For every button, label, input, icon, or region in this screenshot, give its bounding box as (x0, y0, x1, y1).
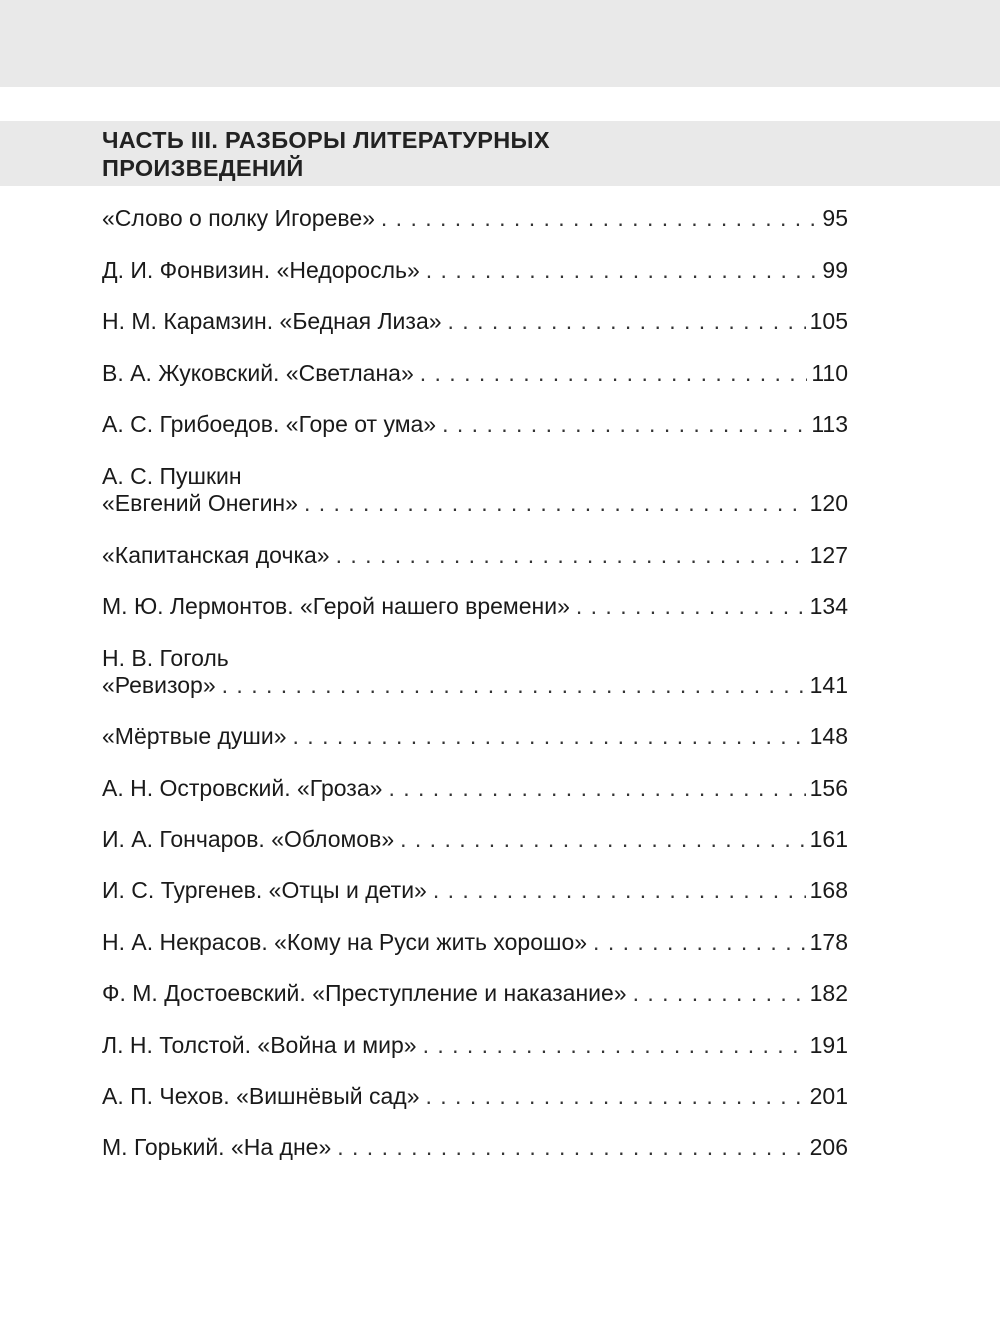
toc-entry[interactable] (102, 826, 848, 853)
dot-leader (576, 593, 806, 620)
toc-entry-page: 134 (809, 593, 848, 619)
toc-entry-title: «Евгений Онегин» (102, 490, 298, 516)
dot-leader (336, 542, 806, 569)
section-title: ЧАСТЬ III. РАЗБОРЫ ЛИТЕРАТУРНЫХ ПРОИЗВЕДЕНИЙ (102, 127, 550, 181)
toc-entry[interactable] (102, 877, 848, 904)
toc-entry-title: Н. М. Карамзин. «Бедная Лиза» (102, 308, 442, 334)
toc-entry[interactable] (102, 205, 848, 232)
toc-entry-title: Д. И. Фонвизин. «Недоросль» (102, 257, 420, 283)
toc-entry-page: 148 (809, 723, 848, 749)
dot-leader (442, 411, 807, 438)
toc-entry-title: Н. А. Некрасов. «Кому на Руси жить хорошо» (102, 929, 588, 955)
toc-entry[interactable] (102, 1032, 848, 1059)
dot-leader (222, 672, 806, 699)
toc-entry-title: И. А. Гончаров. «Обломов» (102, 826, 395, 852)
toc-entry-title: А. П. Чехов. «Вишнёвый сад» (102, 1083, 420, 1109)
toc-entry-page: 95 (822, 205, 848, 231)
toc-entry[interactable] (102, 360, 848, 387)
toc-entry[interactable] (102, 257, 848, 284)
toc-entry[interactable] (102, 929, 848, 956)
toc-entry[interactable] (102, 775, 848, 802)
dot-leader (293, 723, 806, 750)
toc-entry[interactable] (102, 542, 848, 569)
toc-entry-page: 206 (809, 1134, 848, 1160)
dot-leader (633, 980, 806, 1007)
toc-entry-page: 178 (809, 929, 848, 955)
toc-entry-title: И. С. Тургенев. «Отцы и дети» (102, 877, 427, 903)
dot-leader (593, 929, 806, 956)
toc-entry-title: А. С. Грибоедов. «Горе от ума» (102, 411, 437, 437)
toc-entry-title: «Капитанская дочка» (102, 542, 330, 568)
toc-entry-page: 201 (809, 1083, 848, 1109)
toc-entry-title: «Мёртвые души» (102, 723, 287, 749)
toc-entry-page: 141 (809, 672, 848, 698)
toc-entry-page: 105 (809, 308, 848, 334)
dot-leader (381, 205, 819, 232)
toc-entry-page: 168 (809, 877, 848, 903)
toc-entry-page: 161 (809, 826, 848, 852)
toc-entry-page: 120 (809, 490, 848, 516)
dot-leader (448, 308, 806, 335)
toc-entry[interactable] (102, 463, 848, 517)
toc-entry[interactable] (102, 645, 848, 699)
toc-entry[interactable] (102, 1083, 848, 1110)
toc-entry-title: М. Горький. «На дне» (102, 1134, 332, 1160)
dot-leader (388, 775, 805, 802)
section-header (0, 121, 1000, 186)
toc-entry[interactable] (102, 723, 848, 750)
toc-entry-title: «Ревизор» (102, 672, 216, 698)
toc-entry-author: А. С. Пушкин (102, 463, 242, 489)
dot-leader (420, 360, 808, 387)
toc-entry-page: 182 (809, 980, 848, 1006)
toc-entry-page: 156 (809, 775, 848, 801)
toc-entry-page: 99 (822, 257, 848, 283)
toc-entry[interactable] (102, 411, 848, 438)
toc-entry[interactable] (102, 1134, 848, 1161)
toc-entry-title: Ф. М. Достоевский. «Преступление и наказание» (102, 980, 627, 1006)
toc-entry[interactable] (102, 980, 848, 1007)
dot-leader (426, 1083, 806, 1110)
toc-entry-page: 127 (809, 542, 848, 568)
toc-entry-page: 191 (809, 1032, 848, 1058)
toc-entry[interactable] (102, 593, 848, 620)
toc-entry-title: «Слово о полку Игореве» (102, 205, 375, 231)
dot-leader (423, 1032, 806, 1059)
dot-leader (426, 257, 819, 284)
top-band (0, 0, 1000, 87)
dot-leader (433, 877, 806, 904)
toc-entry-page: 110 (811, 360, 848, 386)
toc-entry[interactable] (102, 308, 848, 335)
toc-entry-title: М. Ю. Лермонтов. «Герой нашего времени» (102, 593, 570, 619)
toc-entry-page: 113 (811, 411, 848, 437)
dot-leader (400, 826, 806, 853)
toc-entry-author: Н. В. Гоголь (102, 645, 229, 671)
toc-entry-title: В. А. Жуковский. «Светлана» (102, 360, 414, 386)
toc-entry-title: Л. Н. Толстой. «Война и мир» (102, 1032, 417, 1058)
toc-entry-title: А. Н. Островский. «Гроза» (102, 775, 383, 801)
dot-leader (337, 1134, 805, 1161)
dot-leader (304, 490, 806, 517)
